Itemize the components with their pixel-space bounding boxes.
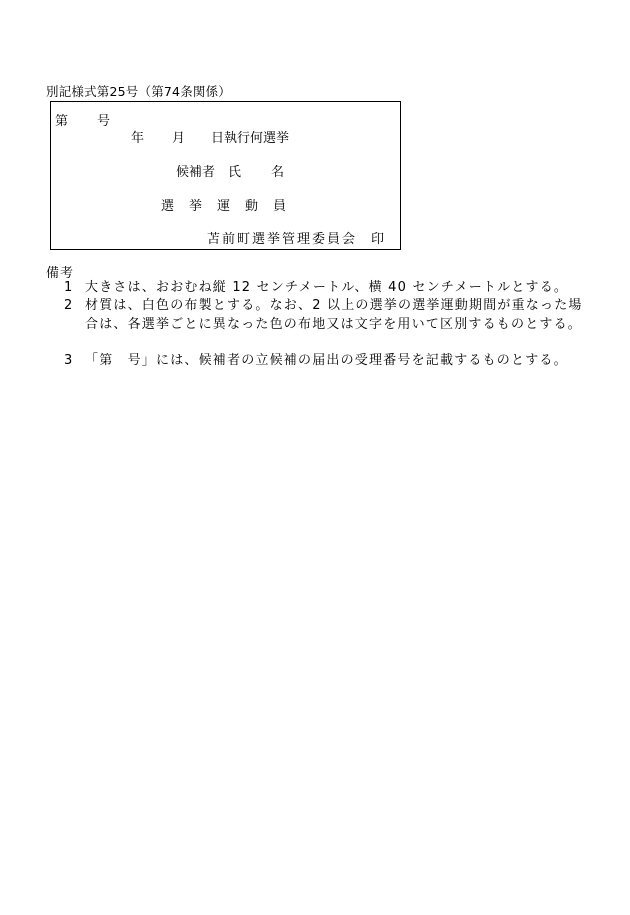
form-title: 別記様式第25号（第74条関係）: [46, 84, 232, 99]
issuer-line: [207, 228, 386, 247]
note-text: 大きさは、おおむね縦 12 センチメートル、横 40 センチメートルとする。: [85, 280, 569, 295]
note-text: 材質は、白色の布製とする。なお、2 以上の選挙の選挙運動期間が重なった場合は、各選挙ごとに異なった色の布地又は文字を用いて区別するものとする。: [85, 298, 583, 332]
campaign-staff-label: 選挙運動員: [161, 199, 302, 214]
election-date-line: [131, 127, 289, 146]
number-prefix: 第: [55, 114, 98, 129]
name-surname-label: 氏: [228, 165, 242, 180]
candidate-name-line: [176, 161, 284, 180]
note-number: 2: [64, 298, 73, 313]
number-line: [55, 110, 139, 129]
date-year-label: 年: [131, 131, 145, 146]
notes-title: 備考: [46, 266, 75, 281]
candidate-label: 候補者: [176, 165, 216, 180]
note-text: 「第 号」には、候補者の立候補の届出の受理番号を記載するものとする。: [85, 353, 568, 368]
armband-form-box: [50, 101, 401, 250]
note-number: 1: [64, 280, 73, 295]
seal-label: 印: [371, 232, 387, 247]
note-number: 3: [64, 353, 73, 368]
note-item: [64, 297, 590, 334]
note-item: [64, 352, 590, 371]
number-suffix: 号: [97, 114, 140, 129]
note-item: [64, 279, 590, 298]
name-given-label: 名: [271, 165, 285, 180]
issuer-committee-label: 苫前町選挙管理委員会: [207, 232, 358, 247]
date-day-election-label: 日執行何選挙: [211, 131, 290, 146]
date-month-label: 月: [172, 131, 186, 146]
